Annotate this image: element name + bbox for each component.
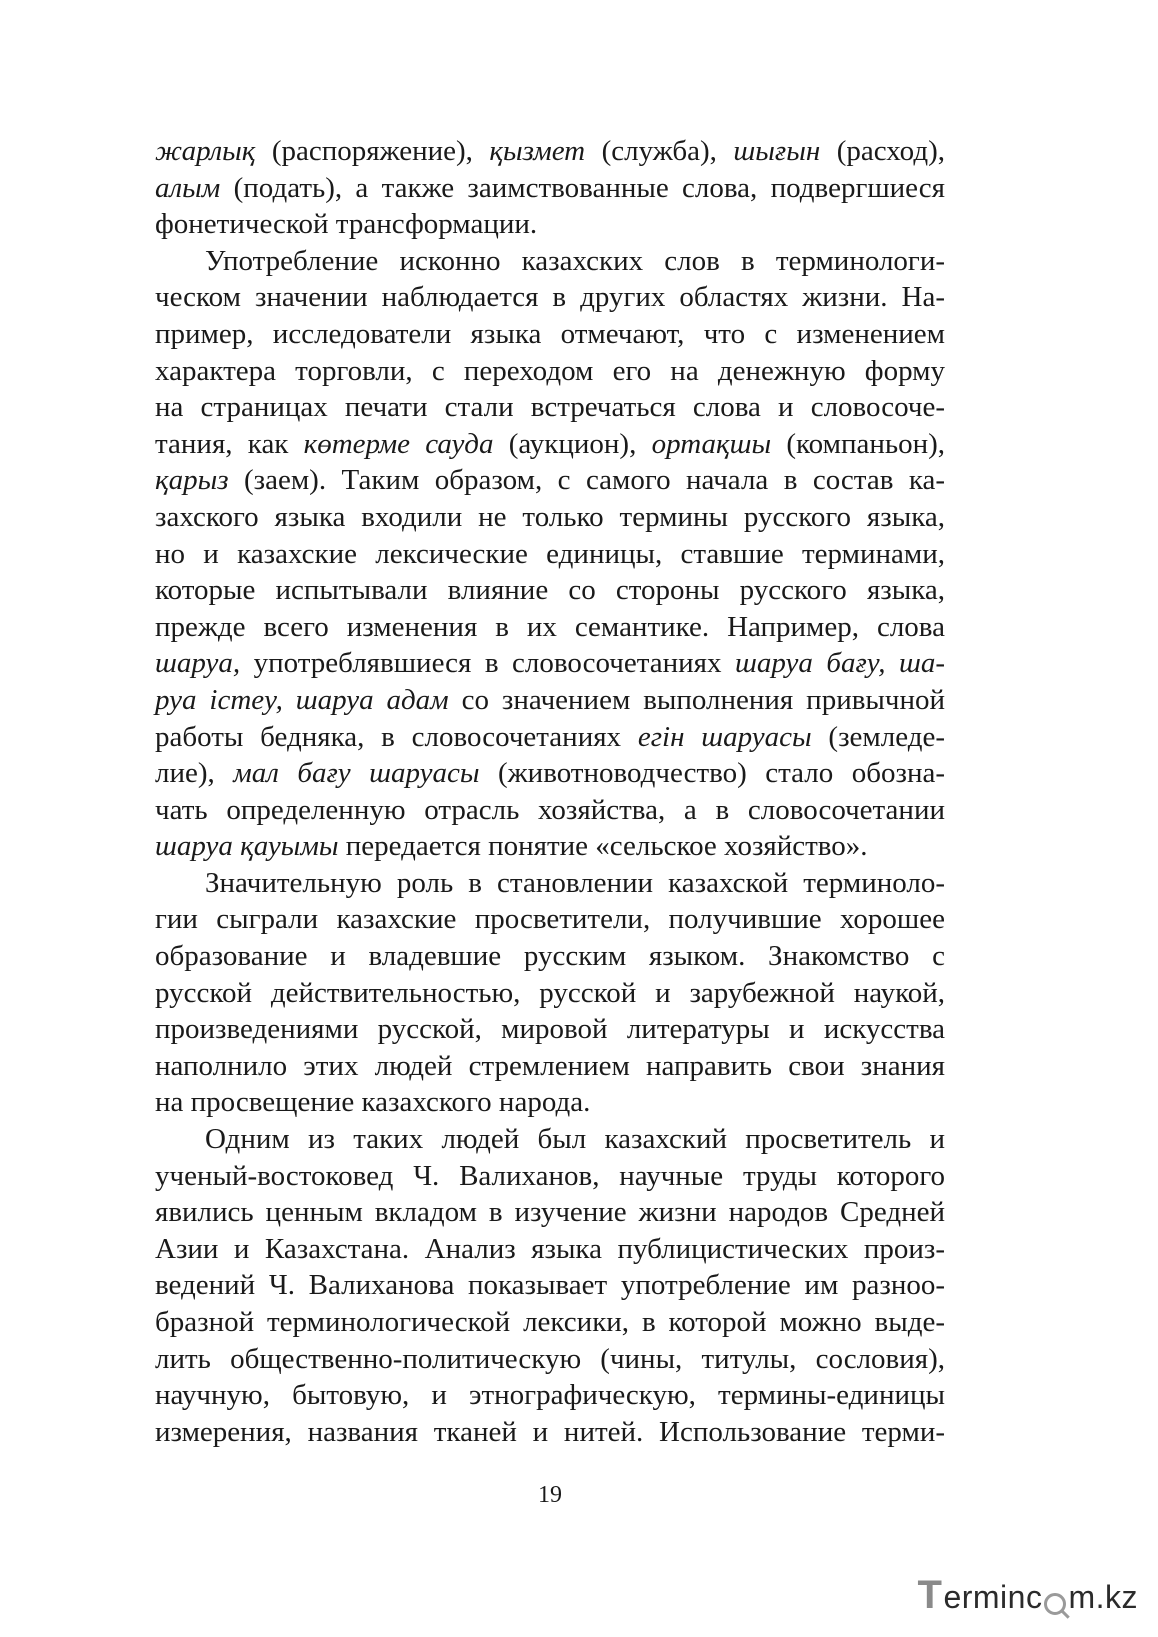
text-run: Значительную роль в становлении казахской терминоло- <box>205 866 945 899</box>
text-line <box>155 316 945 353</box>
text-line <box>155 1341 945 1378</box>
watermark-t-letter: T <box>917 1573 943 1617</box>
text-run: употреблявшиеся в словосочетаниях <box>240 647 735 680</box>
italic-term: ортақшы <box>651 427 772 460</box>
page-number: 19 <box>538 1482 562 1508</box>
text-run: захского языка входили не только термины русского языка, <box>155 500 945 533</box>
text-run: характера торговли, с переходом его на денежную форму <box>155 354 945 387</box>
text-run: пример, исследователи языка отмечают, что с изменением <box>155 317 945 350</box>
text-line <box>155 792 945 829</box>
text-run: лие), <box>155 757 234 790</box>
italic-term: шаруа, <box>155 647 241 680</box>
text-run: (земледе- <box>811 720 945 753</box>
text-line <box>155 133 945 170</box>
text-run: прежде всего изменения в их семантике. Например, слова <box>155 610 945 643</box>
text-run: передается понятие «сельское хозяйство». <box>338 830 868 863</box>
page-body <box>155 133 945 1450</box>
text-run: фонетической трансформации. <box>155 208 538 241</box>
text-run: гии сыграли казахские просветители, получившие хорошее <box>155 903 945 936</box>
text-line <box>155 1304 945 1341</box>
italic-term: шығын <box>733 135 821 167</box>
text-line <box>155 353 945 390</box>
text-line <box>155 426 945 463</box>
text-line <box>155 279 945 316</box>
text-run: Употребление исконно казахских слов в терминологи- <box>205 244 945 277</box>
italic-term: қызмет <box>489 135 586 167</box>
text-run: бразной терминологической лексики, в которой можно выде- <box>155 1306 945 1338</box>
text-run: на просвещение казахского народа. <box>155 1086 591 1119</box>
text-line <box>155 499 945 536</box>
text-run: явились ценным вкладом в изучение жизни народов Средней <box>155 1196 945 1229</box>
text-run: ученый-востоковед Ч. Валиханов, научные труды которого <box>155 1159 945 1192</box>
paragraph-p3 <box>155 865 945 1121</box>
text-run: (заем). Таким образом, с самого начала в состав ка- <box>228 464 945 497</box>
text-line <box>155 1194 945 1231</box>
italic-term: шаруа бағу, ша- <box>734 647 945 680</box>
text-line <box>155 1048 945 1085</box>
text-line <box>155 975 945 1012</box>
text-line <box>155 901 945 938</box>
text-line <box>155 938 945 975</box>
text-run: наполнило этих людей стремлением направить свои знания <box>155 1049 945 1082</box>
text-line <box>155 645 945 682</box>
text-run: Азии и Казахстана. Анализ языка публицистических произ- <box>155 1232 945 1265</box>
text-run: работы бедняка, в словосочетаниях <box>155 720 638 753</box>
text-run: (подать), а также заимствованные слова, подвергшиеся <box>220 171 945 204</box>
italic-term: қарыз <box>155 464 229 497</box>
text-line <box>155 206 945 243</box>
termincom-watermark <box>918 1571 1139 1615</box>
paragraph-p1 <box>155 133 945 243</box>
text-line <box>155 1231 945 1268</box>
text-run: образование и владевшие русским языком. Знакомство с <box>155 940 945 973</box>
text-run: тания, как <box>155 427 304 460</box>
italic-term: жарлық <box>155 135 256 167</box>
text-line <box>155 1084 945 1121</box>
italic-term: мал бағу шаруасы <box>233 757 480 790</box>
text-run: (расход), <box>820 135 945 167</box>
text-run: Одним из таких людей был казахский просветитель и <box>205 1123 945 1156</box>
text-run: (аукцион), <box>493 427 652 460</box>
text-line <box>155 572 945 609</box>
text-run: ческом значении наблюдается в других областях жизни. На- <box>155 281 945 314</box>
italic-term: шаруа қауымы <box>155 830 339 863</box>
text-run: измерения, названия тканей и нитей. Использование терми- <box>155 1415 945 1448</box>
text-line <box>155 462 945 499</box>
text-run: со значением выполнения привычной <box>448 683 946 716</box>
italic-term: алым <box>155 171 221 204</box>
text-line <box>155 1158 945 1195</box>
text-run: чать определенную отрасль хозяйства, а в словосочетании <box>155 793 945 826</box>
text-line <box>155 828 945 865</box>
text-line <box>155 1377 945 1414</box>
italic-term: егін шаруасы <box>637 720 812 753</box>
text-run: (служба), <box>585 135 734 167</box>
text-run: научную, бытовую, и этнографическую, термины-единицы <box>155 1379 945 1412</box>
text-run: (животноводчество) стало обозна- <box>479 757 945 790</box>
text-run: (компаньон), <box>771 427 946 460</box>
text-line <box>155 609 945 646</box>
text-line <box>155 865 945 902</box>
text-line <box>155 243 945 280</box>
text-line <box>155 682 945 719</box>
paragraph-p2 <box>155 243 945 865</box>
text-run: но и казахские лексические единицы, ставшие терминами, <box>155 537 945 570</box>
text-line <box>155 536 945 573</box>
italic-term: руа істеу, шаруа адам <box>155 683 449 716</box>
text-run: на страницах печати стали встречаться слова и словосоче- <box>155 391 945 424</box>
text-run: которые испытывали влияние со стороны русского языка, <box>155 574 945 607</box>
watermark-text-after: m.kz <box>1068 1579 1138 1615</box>
text-run: лить общественно-политическую (чины, титулы, сословия), <box>155 1342 945 1375</box>
text-line <box>155 1414 945 1451</box>
text-line <box>155 170 945 207</box>
paragraph-p4 <box>155 1121 945 1450</box>
text-run: произведениями русской, мировой литературы и искусства <box>155 1013 945 1046</box>
watermark-text-before: erminc <box>943 1579 1043 1615</box>
text-line <box>155 1267 945 1304</box>
text-line <box>155 1121 945 1158</box>
text-line <box>155 755 945 792</box>
text-line <box>155 719 945 756</box>
text-line <box>155 1011 945 1048</box>
text-line <box>155 389 945 426</box>
italic-term: көтерме сауда <box>303 427 494 460</box>
text-run: русской действительностью, русской и зарубежной наукой, <box>155 976 945 1009</box>
text-run: ведений Ч. Валиханова показывает употребление им разноо- <box>155 1269 945 1302</box>
text-run: (распоряжение), <box>255 135 490 167</box>
magnifier-icon <box>1044 1593 1066 1615</box>
